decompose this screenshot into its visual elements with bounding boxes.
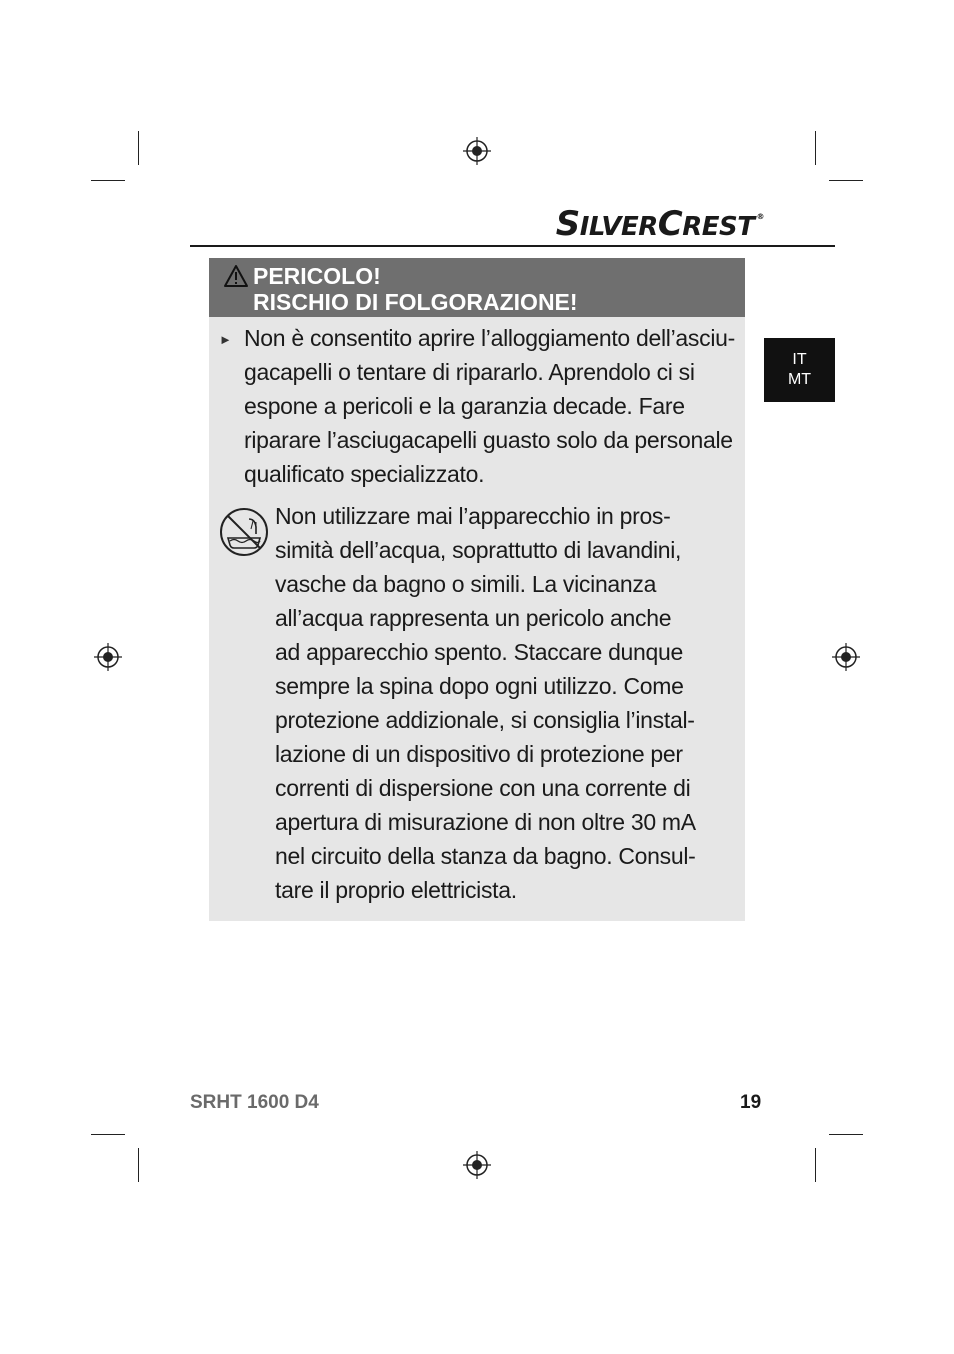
paragraph-housing	[244, 321, 734, 491]
registration-mark-icon	[94, 643, 122, 671]
text-line: Non è consentito aprire l’alloggiamento dell’asciu-	[244, 325, 735, 351]
crop-mark	[829, 1134, 863, 1135]
brand-text: REST	[682, 212, 755, 242]
text-line: lazione di un dispositivo di protezione per	[275, 741, 683, 767]
registration-mark-icon	[832, 643, 860, 671]
text-line: apertura di misurazione di non oltre 30 mA	[275, 809, 696, 835]
model-number: SRHT 1600 D4	[190, 1092, 319, 1113]
text-line: riparare l’asciugacapelli guasto solo da personale	[244, 427, 733, 453]
registration-mark-icon	[463, 1151, 491, 1179]
text-line: nel circuito della stanza da bagno. Consul-	[275, 843, 696, 869]
warning-header	[209, 258, 745, 317]
crop-mark	[91, 180, 125, 181]
text-line: ad apparecchio spento. Staccare dunque	[275, 639, 684, 665]
crop-mark	[91, 1134, 125, 1135]
crop-mark	[815, 131, 816, 165]
language-code: IT	[792, 351, 807, 368]
text-line: vasche da bagno o simili. La vicinanza	[275, 571, 657, 597]
crop-mark	[815, 1148, 816, 1182]
text-line: espone a pericoli e la garanzia decade. Fare	[244, 393, 685, 419]
crop-mark	[138, 1148, 139, 1182]
paragraph-water-warning	[275, 499, 737, 907]
registration-mark-icon	[463, 137, 491, 165]
registered-mark: ®	[756, 212, 764, 221]
crop-mark	[138, 131, 139, 165]
language-code: MT	[787, 371, 812, 388]
warning-triangle-icon	[223, 264, 249, 288]
brand-text: ILVER	[579, 212, 658, 242]
text-line: correnti di dispersione con una corrente di	[275, 775, 691, 801]
brand-letter: S	[555, 204, 580, 244]
no-water-near-bathtub-icon	[219, 507, 269, 557]
text-line: all’acqua rappresenta un pericolo anche	[275, 605, 672, 631]
page-number: 19	[740, 1092, 762, 1113]
brand-logo	[556, 204, 764, 244]
warning-subtitle: RISCHIO DI FOLGORAZIONE!	[253, 289, 578, 315]
text-line: protezione addizionale, si consiglia l’instal-	[275, 707, 695, 733]
brand-letter: C	[657, 204, 683, 244]
header-rule	[190, 245, 835, 247]
warning-box	[209, 258, 745, 921]
text-line: gacapelli o tentare di ripararlo. Aprendolo ci si	[244, 359, 695, 385]
warning-title: PERICOLO!	[253, 263, 381, 289]
text-line: tare il proprio elettricista.	[275, 877, 517, 903]
text-line: Non utilizzare mai l’apparecchio in pros-	[275, 503, 671, 529]
text-line: qualificato specializzato.	[244, 461, 485, 487]
text-line: simità dell’acqua, soprattutto di lavandini,	[275, 537, 682, 563]
crop-mark	[829, 180, 863, 181]
language-tab	[764, 338, 835, 402]
text-line: sempre la spina dopo ogni utilizzo. Come	[275, 673, 684, 699]
bullet-arrow-icon: ►	[219, 332, 232, 347]
